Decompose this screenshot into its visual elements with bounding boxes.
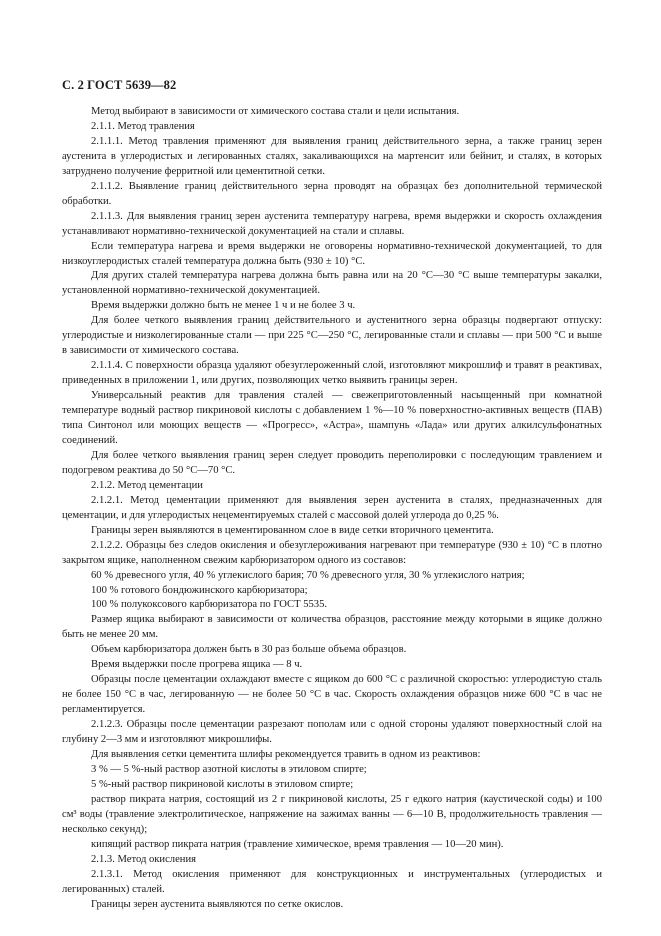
paragraph: 2.1.3.1. Метод окисления применяют для конструкционных и инструментальных (углеродистых и легированных) сталей.: [62, 868, 602, 895]
paragraph: 2.1.1.2. Выявление границ действительного зерна проводят на образцах без дополнительной термической обработки.: [62, 180, 602, 207]
paragraph: 2.1.1.1. Метод травления применяют для выявления границ действительного зерна, а также границ зерен аустенита в углеродистых и легированных сталях, закаливающихся на мартенсит или бейнит, и сталях, в которых затруднено получение ферритной или цементитной сетки.: [62, 135, 602, 177]
section-heading-oxidation: 2.1.3. Метод окисления: [91, 853, 197, 865]
list-item: 3 % — 5 %-ный раствор азотной кислоты в этиловом спирте;: [91, 763, 367, 775]
paragraph: 2.1.1.3. Для выявления границ зерен аустенита температуру нагрева, время выдержки и скорость охлаждения устанавливают нормативно-технической документацией на стали и сплавы.: [62, 210, 602, 237]
document-body: [62, 105, 602, 912]
list-item: раствор пикрата натрия, состоящий из 2 г пикриновой кислоты, 25 г едкого натрия (каустической соды) и 100 см³ воды (травление электролитическое, напряжение на зажимах ванны — 6—10 В, продолжительность травления — несколько секунд);: [62, 793, 602, 835]
page-header: С. 2 ГОСТ 5639—82: [62, 78, 177, 92]
section-heading-cementation: 2.1.2. Метод цементации: [91, 479, 203, 491]
paragraph: Границы зерен аустенита выявляются по сетке окислов.: [91, 898, 344, 910]
paragraph: Объем карбюризатора должен быть в 30 раз больше объема образцов.: [91, 644, 407, 656]
paragraph: 2.1.2.1. Метод цементации применяют для выявления зерен аустенита в сталях, предназначенных для цементации, и для углеродистых нецементируемых сталей с массовой долей углерода до 0,25 %.: [62, 494, 602, 521]
paragraph: Для более четкого выявления границ действительного и аустенитного зерна образцы подвергают отпуску: углеродистые и низколегированные стали — при 225 °С—250 °С, легированные стали и сплавы — при 500 °С и выше в зависимости от химического состава.: [62, 315, 602, 357]
paragraph: Если температура нагрева и время выдержки не оговорены нормативно-технической документацией, то для низкоуглеродистых сталей температура должна быть (930 ± 10) °С.: [62, 240, 602, 267]
paragraph: Размер ящика выбирают в зависимости от количества образцов, расстояние между которыми в ящике должно быть не менее 20 мм.: [62, 614, 602, 641]
paragraph: Границы зерен выявляются в цементированном слое в виде сетки вторичного цементита.: [91, 524, 494, 536]
list-item: 5 %-ный раствор пикриновой кислоты в этиловом спирте;: [91, 778, 354, 790]
list-item: 60 % древесного угля, 40 % углекислого бария; 70 % древесного угля, 30 % углекислого натрия;: [91, 569, 525, 581]
paragraph: 2.1.2.3. Образцы после цементации разрезают пополам или с одной стороны удаляют поверхностный слой на глубину 2—3 мм и изготовляют микрошлифы.: [62, 719, 602, 746]
list-item: кипящий раствор пикрата натрия (травление химическое, время травления — 10—20 мин).: [91, 838, 504, 850]
paragraph: Образцы после цементации охлаждают вместе с ящиком до 600 °С с различной скоростью: углеродистую сталь не более 150 °С в час, легированную — не более 50 °С в час. Скорость охлаждения образцов ниже 600 °С в час не регламентируется.: [62, 674, 602, 716]
paragraph: Метод выбирают в зависимости от химического состава стали и цели испытания.: [91, 106, 460, 117]
section-heading-etching: 2.1.1. Метод травления: [91, 120, 195, 132]
list-item: 100 % полукоксового карбюризатора по ГОСТ 5535.: [91, 599, 328, 611]
paragraph: 2.1.2.2. Образцы без следов окисления и обезуглероживания нагревают при температуре (930 ± 10) °С в плотно закрытом ящике, наполненном свежим карбюризатором одного из составов:: [62, 539, 602, 566]
paragraph: Для выявления сетки цементита шлифы рекомендуется травить в одном из реактивов:: [91, 748, 481, 760]
paragraph: 2.1.1.4. С поверхности образца удаляют обезуглероженный слой, изготовляют микрошлиф и травят в реактивах, приведенных в приложении 1, или других, позволяющих четко выявить границы зерен.: [62, 360, 602, 387]
paragraph: Для более четкого выявления границ зерен следует проводить переполировки с последующим травлением и подогревом реактива до 50 °С—70 °С.: [62, 449, 602, 476]
paragraph: Время выдержки после прогрева ящика — 8 ч.: [91, 659, 303, 671]
list-item: 100 % готового бондюжинского карбюризатора;: [91, 584, 308, 596]
paragraph: Для других сталей температура нагрева должна быть равна или на 20 °С—30 °С выше температуры закалки, установленной нормативно-технической документацией.: [62, 270, 602, 297]
paragraph: Универсальный реактив для травления сталей — свежеприготовленный насыщенный при комнатной температуре водный раствор пикриновой кислоты с добавлением 1 %—10 % поверхностно-активных веществ (ПАВ) типа Синтонол или моющих веществ — «Прогресс», «Астра», шампунь «Лада» или других алкилсульфонатных соединений.: [62, 390, 602, 446]
paragraph: Время выдержки должно быть не менее 1 ч и не более 3 ч.: [91, 300, 356, 312]
